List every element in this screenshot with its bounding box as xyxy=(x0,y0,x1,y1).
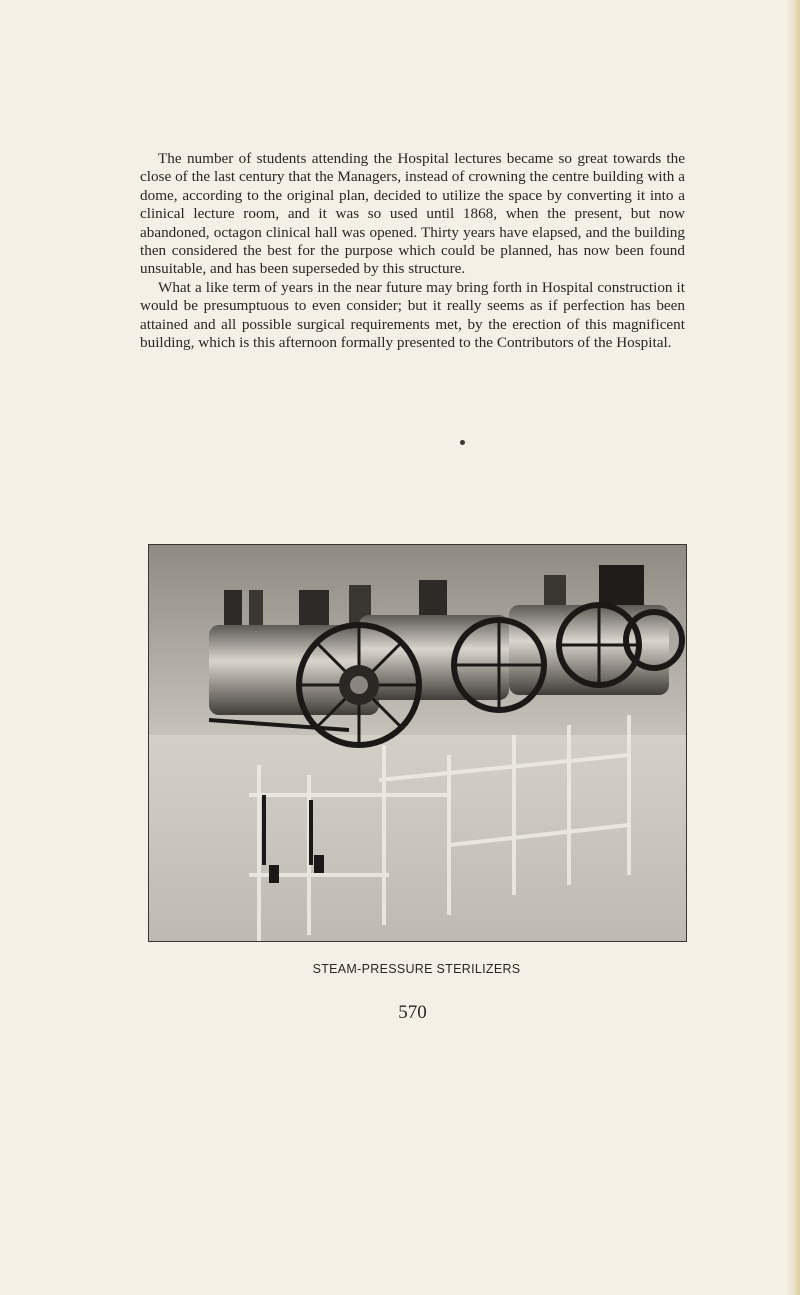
paragraph-2: What a like term of years in the near future may bring forth in Hospital construction it would be presumptuous to even consider; but it really seems as if perfection has been attained and all possible surgical requirements met, by the erection of this magnificent building, which is this afternoon formally presented to the Contributors of the Hospital. xyxy=(140,278,685,352)
figure-caption: STEAM-PRESSURE STERILIZERS xyxy=(312,962,521,976)
body-text xyxy=(140,150,685,352)
stray-dot xyxy=(460,440,465,445)
sterilizers-photo xyxy=(148,544,687,942)
page-edge-shadow xyxy=(786,0,800,1295)
page-number: 570 xyxy=(398,1002,427,1023)
paragraph-1: The number of students attending the Hospital lectures became so great towards the close of the last century that the Managers, instead of crowning the centre building with a dome, according to the original plan, decided to utilize the space by converting it into a clinical lecture room, and it was so used until 1868, when the present, but now abandoned, octagon clinical hall was opened. Thirty years have elapsed, and the building then considered the best for the purpose which could be planned, has now been found unsuitable, and has been superseded by this structure. xyxy=(140,150,685,278)
sterilizers-illustration xyxy=(149,545,686,941)
